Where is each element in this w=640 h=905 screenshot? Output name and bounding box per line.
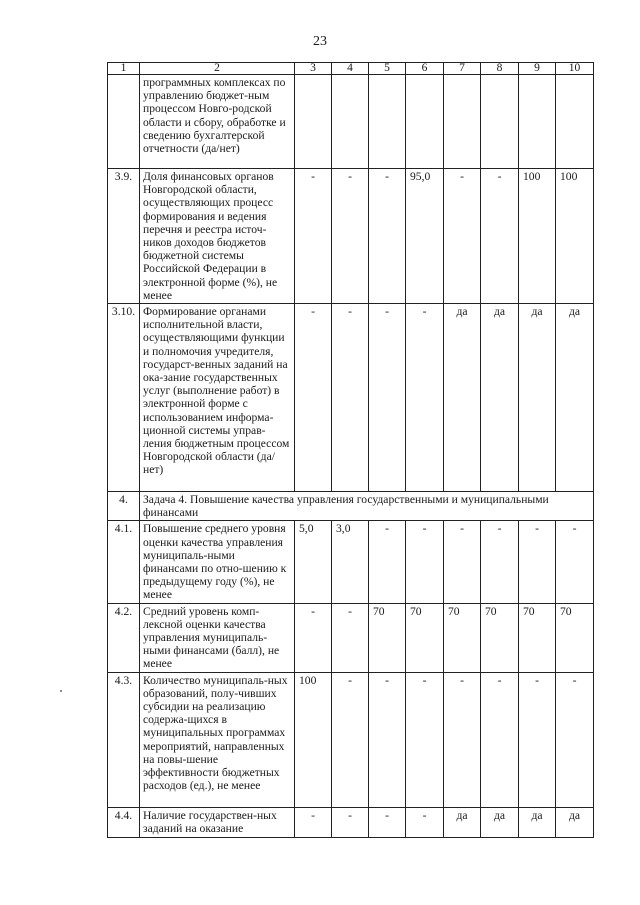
column-header-cell: 6 bbox=[406, 63, 444, 75]
column-header-cell: 7 bbox=[444, 63, 481, 75]
column-header-cell: 2 bbox=[140, 63, 295, 75]
row-value: да bbox=[556, 807, 594, 837]
column-header-cell: 5 bbox=[369, 63, 406, 75]
row-value: 70 bbox=[556, 603, 594, 672]
row-number: 3.10. bbox=[108, 304, 140, 492]
row-value: - bbox=[444, 169, 481, 304]
scan-speck bbox=[60, 690, 62, 692]
table-row bbox=[108, 672, 594, 807]
row-value: 70 bbox=[519, 603, 556, 672]
row-value: - bbox=[332, 169, 369, 304]
row-value: - bbox=[556, 672, 594, 807]
row-value: - bbox=[332, 672, 369, 807]
row-value: да bbox=[556, 304, 594, 492]
row-number: 4.1. bbox=[108, 521, 140, 603]
column-header-cell: 3 bbox=[295, 63, 332, 75]
row-value: - bbox=[406, 521, 444, 603]
row-value bbox=[332, 75, 369, 169]
table-row bbox=[108, 603, 594, 672]
table-row bbox=[108, 304, 594, 492]
row-number: 3.9. bbox=[108, 169, 140, 304]
column-number-header bbox=[108, 63, 594, 75]
row-value: - bbox=[519, 521, 556, 603]
row-value: 70 bbox=[406, 603, 444, 672]
row-value bbox=[406, 75, 444, 169]
row-value: да bbox=[519, 304, 556, 492]
row-value: - bbox=[332, 304, 369, 492]
row-value: 3,0 bbox=[332, 521, 369, 603]
row-value: - bbox=[332, 603, 369, 672]
table-row bbox=[108, 169, 594, 304]
row-value: - bbox=[369, 304, 406, 492]
table-row-continuation bbox=[108, 75, 594, 169]
row-description: программных комплексах по управлению бюджет-ным процессом Новго-родской области и сбору, обработке и сведению бухгалтерской отчетности (да/нет) bbox=[140, 75, 295, 169]
row-value: - bbox=[332, 807, 369, 837]
row-value: 100 bbox=[519, 169, 556, 304]
task-number: 4. bbox=[108, 492, 140, 521]
row-value bbox=[556, 75, 594, 169]
row-value: 70 bbox=[369, 603, 406, 672]
column-header-cell: 1 bbox=[108, 63, 140, 75]
page-number: 23 bbox=[313, 34, 327, 49]
column-header-cell: 10 bbox=[556, 63, 594, 75]
row-value: - bbox=[295, 304, 332, 492]
row-value bbox=[481, 75, 519, 169]
row-value: 95,0 bbox=[406, 169, 444, 304]
row-number: 4.4. bbox=[108, 807, 140, 837]
table-row bbox=[108, 521, 594, 603]
row-value bbox=[444, 75, 481, 169]
row-value: да bbox=[444, 807, 481, 837]
row-value: - bbox=[369, 169, 406, 304]
row-value: - bbox=[519, 672, 556, 807]
row-value: - bbox=[295, 169, 332, 304]
row-value: - bbox=[295, 603, 332, 672]
row-description: Наличие государствен-ных заданий на оказание bbox=[140, 807, 295, 837]
row-value: - bbox=[369, 521, 406, 603]
indicator-table bbox=[107, 62, 594, 838]
row-value: - bbox=[444, 521, 481, 603]
row-value: 100 bbox=[295, 672, 332, 807]
row-description: Повышение среднего уровня оценки качества управления муниципаль-ными финансами по отно-шению к предыдущему году (%), не менее bbox=[140, 521, 295, 603]
row-value: - bbox=[444, 672, 481, 807]
row-value: - bbox=[406, 304, 444, 492]
row-description: Количество муниципаль-ных образований, полу-чивших субсидии на реализацию содержа-щихся в муниципальных программах мероприятий, направленных на повы-шение эффективности бюджетных расходов (ед.), не менее bbox=[140, 672, 295, 807]
row-value: - bbox=[481, 521, 519, 603]
row-value bbox=[369, 75, 406, 169]
row-value: - bbox=[369, 672, 406, 807]
column-header-cell: 4 bbox=[332, 63, 369, 75]
task-row bbox=[108, 492, 594, 521]
row-value: - bbox=[295, 807, 332, 837]
row-value: - bbox=[481, 169, 519, 304]
row-value: да bbox=[481, 304, 519, 492]
row-value bbox=[295, 75, 332, 169]
row-description: Средний уровень комп-лексной оценки качества управления муниципаль-ными финансами (балл), не менее bbox=[140, 603, 295, 672]
row-value bbox=[519, 75, 556, 169]
column-header-cell: 8 bbox=[481, 63, 519, 75]
row-value: - bbox=[481, 672, 519, 807]
row-value: - bbox=[406, 672, 444, 807]
row-value: да bbox=[444, 304, 481, 492]
row-number: 4.3. bbox=[108, 672, 140, 807]
table-row bbox=[108, 807, 594, 837]
row-value: да bbox=[481, 807, 519, 837]
row-value: да bbox=[519, 807, 556, 837]
column-header-cell: 9 bbox=[519, 63, 556, 75]
row-description: Доля финансовых органов Новгородской области, осуществляющих процесс формирования и ведения перечня и реестра источ-ников доходов бюджетов бюджетной системы Российской Федерации в электронной форме (%), не менее bbox=[140, 169, 295, 304]
row-number bbox=[108, 75, 140, 169]
row-description: Формирование органами исполнительной власти, осуществляющими функции и полномочия учредителя, государст-венных заданий на ока-зание государственных услуг (выполнение работ) в электронной форме с использованием информа-ционной системы управ-ления бюджетным процессом Новгородской области (да/нет) bbox=[140, 304, 295, 492]
row-number: 4.2. bbox=[108, 603, 140, 672]
row-value: 100 bbox=[556, 169, 594, 304]
task-title: Задача 4. Повышение качества управления государственными и муниципальными финансами bbox=[140, 492, 594, 521]
row-value: 70 bbox=[444, 603, 481, 672]
row-value: 5,0 bbox=[295, 521, 332, 603]
row-value: - bbox=[369, 807, 406, 837]
row-value: - bbox=[406, 807, 444, 837]
row-value: 70 bbox=[481, 603, 519, 672]
row-value: - bbox=[556, 521, 594, 603]
